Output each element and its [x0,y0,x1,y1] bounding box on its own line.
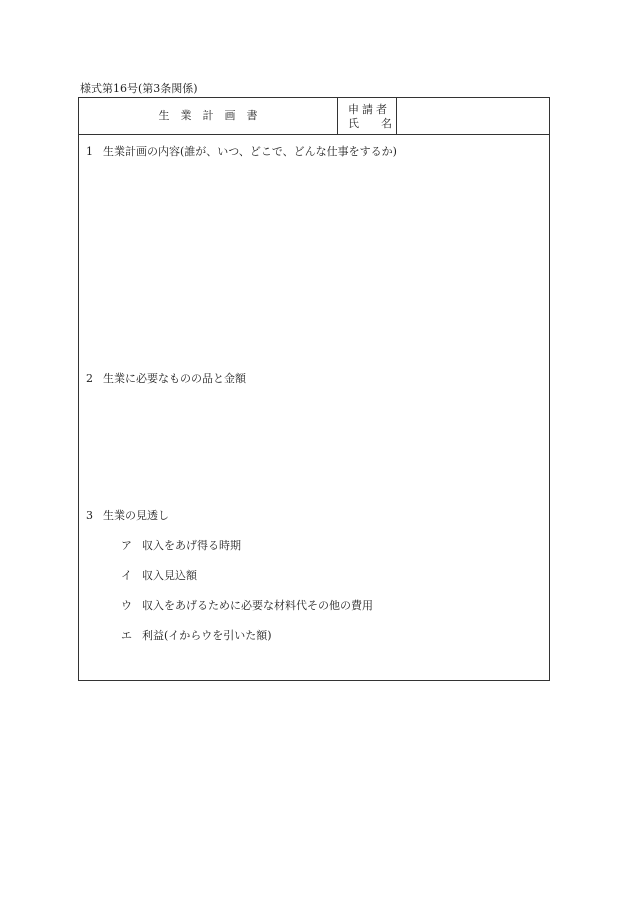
section-number: 2 [86,372,93,385]
outlook-item-expected-income [121,569,197,583]
item-marker: エ [121,629,132,642]
item-marker: イ [121,569,132,582]
outlook-item-costs [121,599,373,613]
outlook-item-income-timing [121,539,241,553]
applicant-label-line1: 申請者 [348,103,390,116]
section-required-items [86,372,246,386]
item-marker: ア [121,539,132,552]
section-label: 生業の見透し [103,509,169,522]
section-number: 1 [86,145,93,158]
form-header-row [79,98,549,135]
document-title: 生業計画書 [158,109,269,122]
applicant-label-name-char: 名 [381,117,392,130]
item-label: 収入をあげ得る時期 [142,539,241,552]
applicant-name-field[interactable] [397,98,549,134]
section-number: 3 [86,509,93,522]
section-label: 生業計画の内容(誰が、いつ、どこで、どんな仕事をするか) [103,145,397,158]
item-label: 利益(イからウを引いた額) [142,629,272,642]
item-label: 収入見込額 [142,569,197,582]
applicant-label-surname-char: 氏 [348,117,359,130]
form-number: 様式第16号(第3条関係) [80,82,198,95]
applicant-name-label [337,98,397,134]
section-plan-content [86,145,397,159]
section-outlook [86,509,169,523]
livelihood-plan-form [78,97,550,681]
applicant-label-line2 [348,117,392,130]
section-label: 生業に必要なものの品と金額 [103,372,246,385]
item-label: 収入をあげるために必要な材料代その他の費用 [142,599,373,612]
item-marker: ウ [121,599,132,612]
outlook-item-profit [121,629,272,643]
